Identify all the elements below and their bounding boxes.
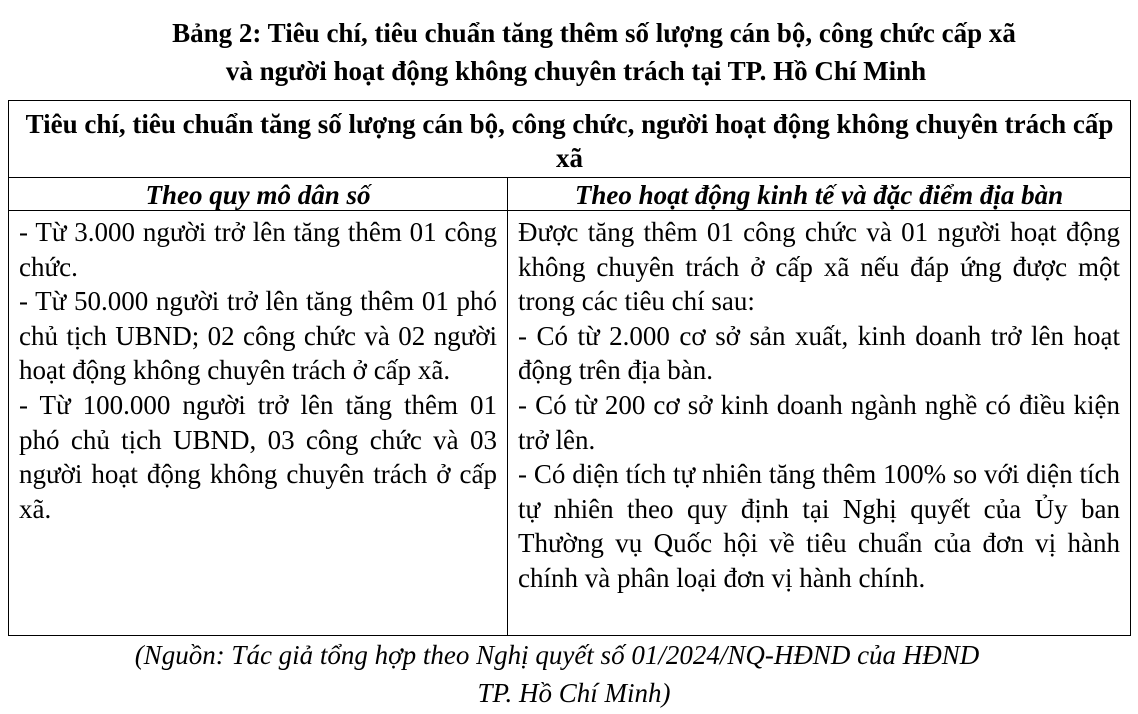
table-caption [0,14,1138,90]
economic-criterion: - Có từ 2.000 cơ sở sản xuất, kinh doanh trở lên hoạt động trên địa bàn. [518,320,1120,386]
criteria-table [8,100,1131,636]
economic-criteria-cell [508,211,1131,636]
source-note-line-2: TP. Hồ Chí Minh) [477,678,671,708]
population-criterion: - Từ 100.000 người trở lên tăng thêm 01 phó chủ tịch UBND, 03 công chức và 03 người hoạt động không chuyên trách ở cấp xã. [19,389,497,524]
table-body-row [9,211,1131,636]
source-note-line-1: (Nguồn: Tác giả tổng hợp theo Nghị quyết số 01/2024/NQ-HĐND của HĐND [134,640,980,670]
population-criteria-cell [9,211,508,636]
population-criterion: - Từ 50.000 người trở lên tăng thêm 01 phó chủ tịch UBND; 02 công chức và 02 người hoạt động không chuyên trách ở cấp xã. [19,286,497,386]
source-note [0,636,1138,712]
column-header-economic: Theo hoạt động kinh tế và đặc điểm địa bàn [508,178,1131,211]
table-caption-line-1: Bảng 2: Tiêu chí, tiêu chuẩn tăng thêm số lượng cán bộ, công chức cấp xã [172,18,1016,48]
economic-criterion-intro: Được tăng thêm 01 công chức và 01 người hoạt động không chuyên trách ở cấp xã nếu đáp ứng được một trong các tiêu chí sau: [518,217,1120,317]
population-criterion: - Từ 3.000 người trở lên tăng thêm 01 công chức. [19,217,497,282]
economic-criterion: - Có diện tích tự nhiên tăng thêm 100% so với diện tích tự nhiên theo quy định tại Nghị quyết của Ủy ban Thường vụ Quốc hội về tiêu chuẩn của đơn vị hành chính và phân loại đơn vị hành chính. [518,459,1120,593]
column-header-population: Theo quy mô dân số [9,178,508,211]
table-column-header-row [9,178,1131,211]
table-caption-line-2: và người hoạt động không chuyên trách tại TP. Hồ Chí Minh [225,56,927,86]
economic-criterion: - Có từ 200 cơ sở kinh doanh ngành nghề có điều kiện trở lên. [518,389,1120,455]
table-main-header: Tiêu chí, tiêu chuẩn tăng số lượng cán bộ, công chức, người hoạt động không chuyên trách cấp xã [9,101,1131,178]
table-main-header-row [9,101,1131,178]
